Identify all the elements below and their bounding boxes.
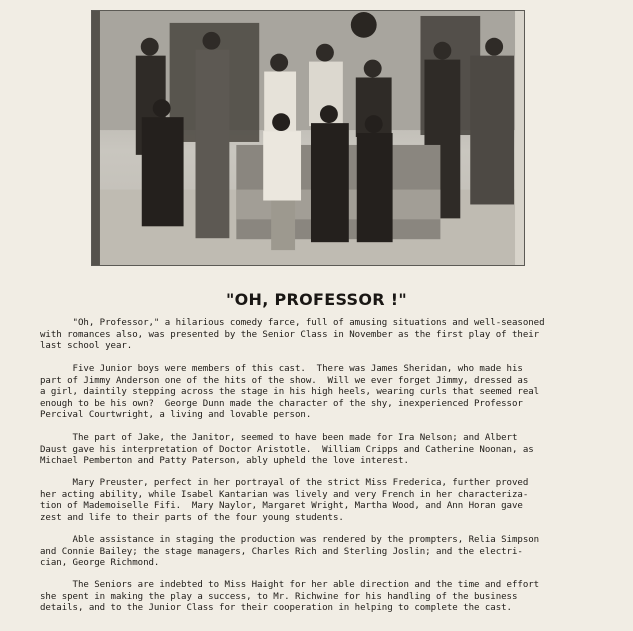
paragraph-junior-boys: Five Junior boys were members of this cast. There was James Sheridan, who made his part of Jimmy Anderson one of the hits of the show. Will we ever forget Jimmy, dressed as a girl, daintily stepping across the stage in his high heels, wearing curls that seemed real enough to be his own? George Dunn made the character of the shy, inexperienced Professor Percival Courtwright, a living and lovable person. [40,364,540,421]
paragraph-intro: "Oh, Professor," a hilarious comedy farce, full of amusing situations and well-seasoned with romances also, was presented by the Senior Class in November as the first play of their last school year. [40,318,545,352]
paragraph-staging-assistance: Able assistance in staging the production was rendered by the prompters, Relia Simpson and Connie Bailey; the stage managers, Charles Rich and Sterling Joslin; and the electri- cian, George Richmond. [40,535,540,569]
cast-photo-illustration [92,11,524,265]
paragraph-jake-janitor: The part of Jake, the Janitor, seemed to have been made for Ira Nelson; and Albert Daust gave his interpretation of Doctor Aristotle. William Cripps and Catherine Noonan, as Michael Pemberton and Patty Paterson, ably upheld the love interest. [40,433,534,467]
paragraph-mary-preuster: Mary Preuster, perfect in her portrayal of the strict Miss Frederica, further proved her acting ability, while Isabel Kantarian was lively and very French in her characteriza- tion of Mademoiselle Fifi. Mary Naylor, Margaret Wright, Martha Wood, and Ann Horan gave zest and life to their parts of the four young students. [40,478,529,523]
paragraph-acknowledgements: The Seniors are indebted to Miss Haight for her able direction and the time and effort she spent in making the play a success, to Mr. Richwine for his handling of the business details, and to the Junior Class for their cooperation in helping to complete the cast. [40,580,540,614]
cast-photograph [91,10,525,266]
play-title: "OH, PROFESSOR !" [225,290,408,309]
